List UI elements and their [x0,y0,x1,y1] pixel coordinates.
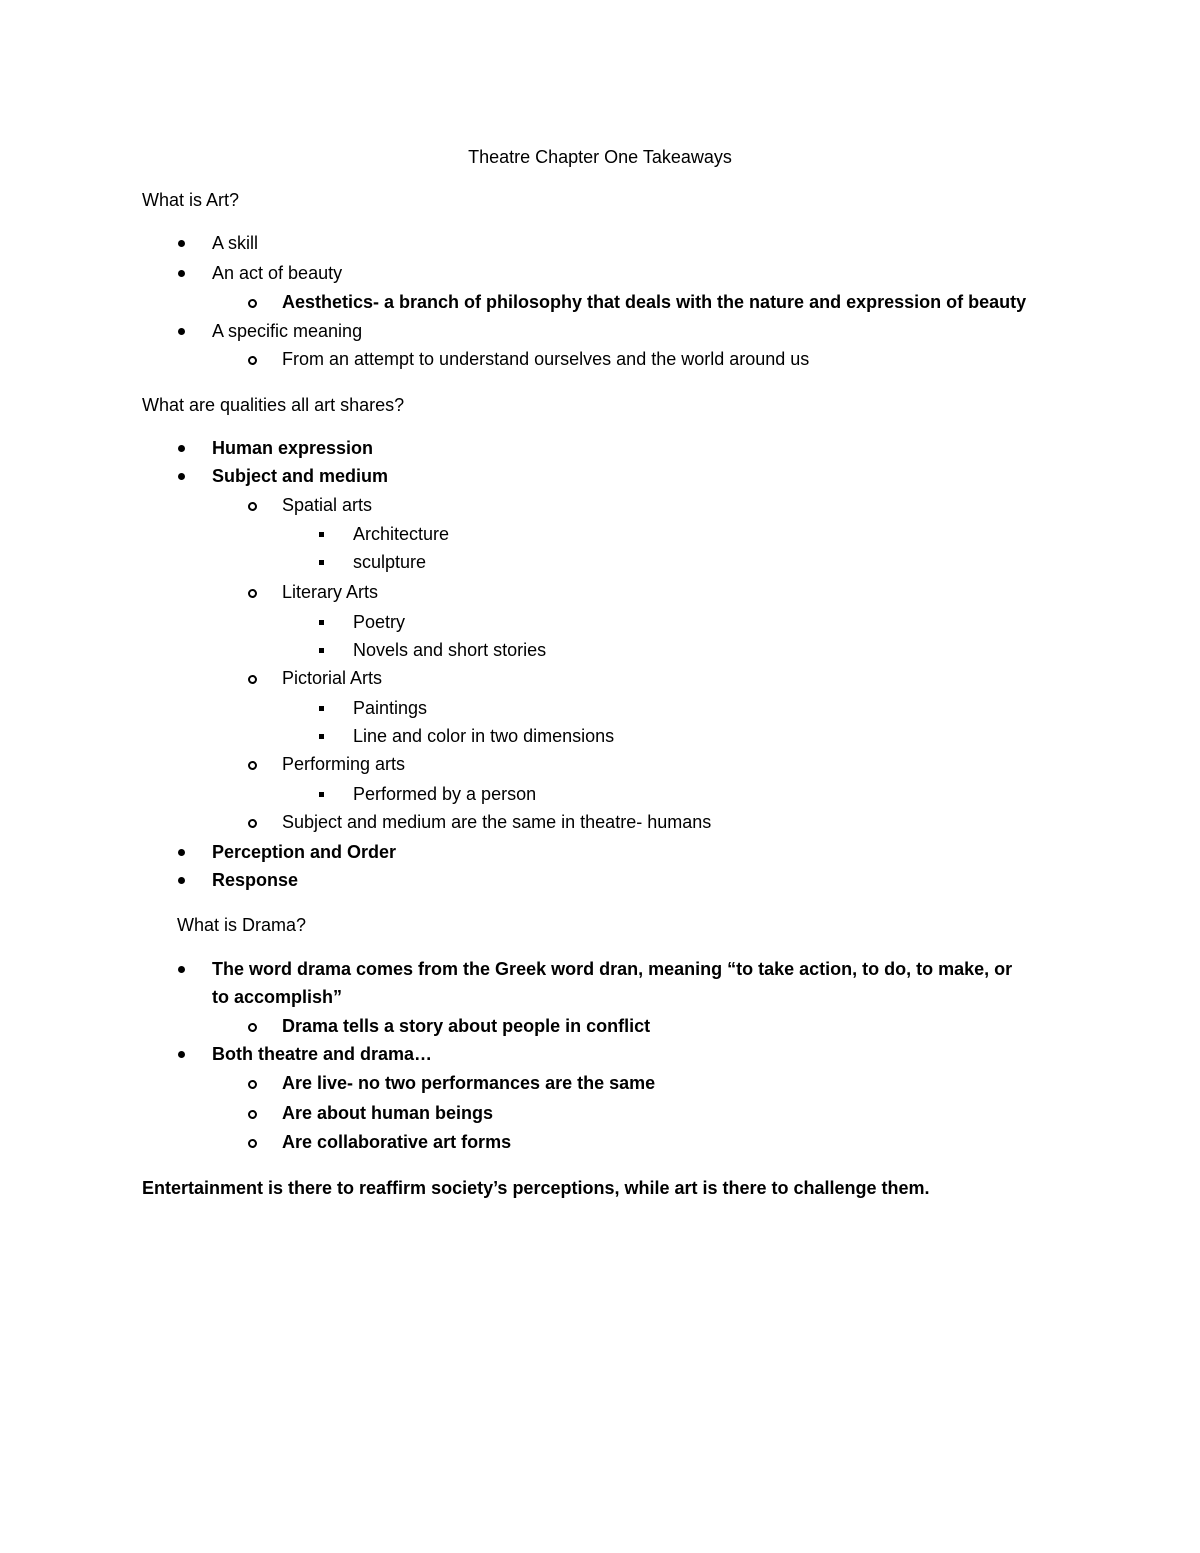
list-item: Response [212,869,298,893]
closing-statement: Entertainment is there to reaffirm society’s perceptions, while art is there to challenge them. [142,1178,930,1198]
list-item: Both theatre and drama… [212,1043,432,1067]
circle-bullet-icon [248,675,257,684]
list-item: Perception and Order [212,841,396,865]
list-item: Performed by a person [353,783,536,807]
list-item: Human expression [212,437,373,461]
document-title: Theatre Chapter One Takeaways [468,147,732,167]
list-item: A skill [212,232,258,256]
circle-bullet-icon [248,589,257,598]
list-item: Line and color in two dimensions [353,725,614,749]
square-bullet-icon [319,620,324,625]
list-item: Spatial arts [282,494,372,518]
circle-bullet-icon [248,1110,257,1119]
circle-bullet-icon [248,761,257,770]
bullet-icon [178,877,185,884]
bullet-icon [178,966,185,973]
circle-bullet-icon [248,502,257,511]
list-item: Drama tells a story about people in conflict [282,1015,650,1039]
bullet-icon [178,1051,185,1058]
bullet-icon [178,849,185,856]
list-item: Architecture [353,523,449,547]
bullet-icon [178,328,185,335]
section-heading-what-is-drama: What is Drama? [177,915,307,935]
square-bullet-icon [319,648,324,653]
list-item-continuation: to accomplish” [212,987,343,1007]
list-item: An act of beauty [212,262,342,286]
circle-bullet-icon [248,1023,257,1032]
section-heading-what-is-art: What is Art? [142,190,240,210]
list-item: Aesthetics- a branch of philosophy that deals with the nature and expression of beauty [282,291,1026,315]
list-item: Are about human beings [282,1102,493,1126]
list-item: Subject and medium are the same in theatre- humans [282,811,711,835]
list-item: Are live- no two performances are the same [282,1072,655,1096]
bullet-icon [178,240,185,247]
list-item: Performing arts [282,753,405,777]
circle-bullet-icon [248,1080,257,1089]
list-item: Pictorial Arts [282,667,382,691]
square-bullet-icon [319,792,324,797]
list-item: The word drama comes from the Greek word dran, meaning “to take action, to do, to make, or [212,958,1012,982]
list-item: Paintings [353,697,427,721]
circle-bullet-icon [248,819,257,828]
list-item: Literary Arts [282,581,378,605]
list-item: sculpture [353,551,426,575]
list-item: From an attempt to understand ourselves and the world around us [282,348,809,372]
circle-bullet-icon [248,1139,257,1148]
list-item: Are collaborative art forms [282,1131,511,1155]
square-bullet-icon [319,560,324,565]
list-item: Novels and short stories [353,639,546,663]
section-heading-qualities: What are qualities all art shares? [142,395,405,415]
circle-bullet-icon [248,356,257,365]
bullet-icon [178,270,185,277]
list-item: Poetry [353,611,405,635]
square-bullet-icon [319,706,324,711]
circle-bullet-icon [248,299,257,308]
list-item: Subject and medium [212,465,388,489]
square-bullet-icon [319,532,324,537]
bullet-icon [178,445,185,452]
square-bullet-icon [319,734,324,739]
bullet-icon [178,473,185,480]
list-item: A specific meaning [212,320,362,344]
